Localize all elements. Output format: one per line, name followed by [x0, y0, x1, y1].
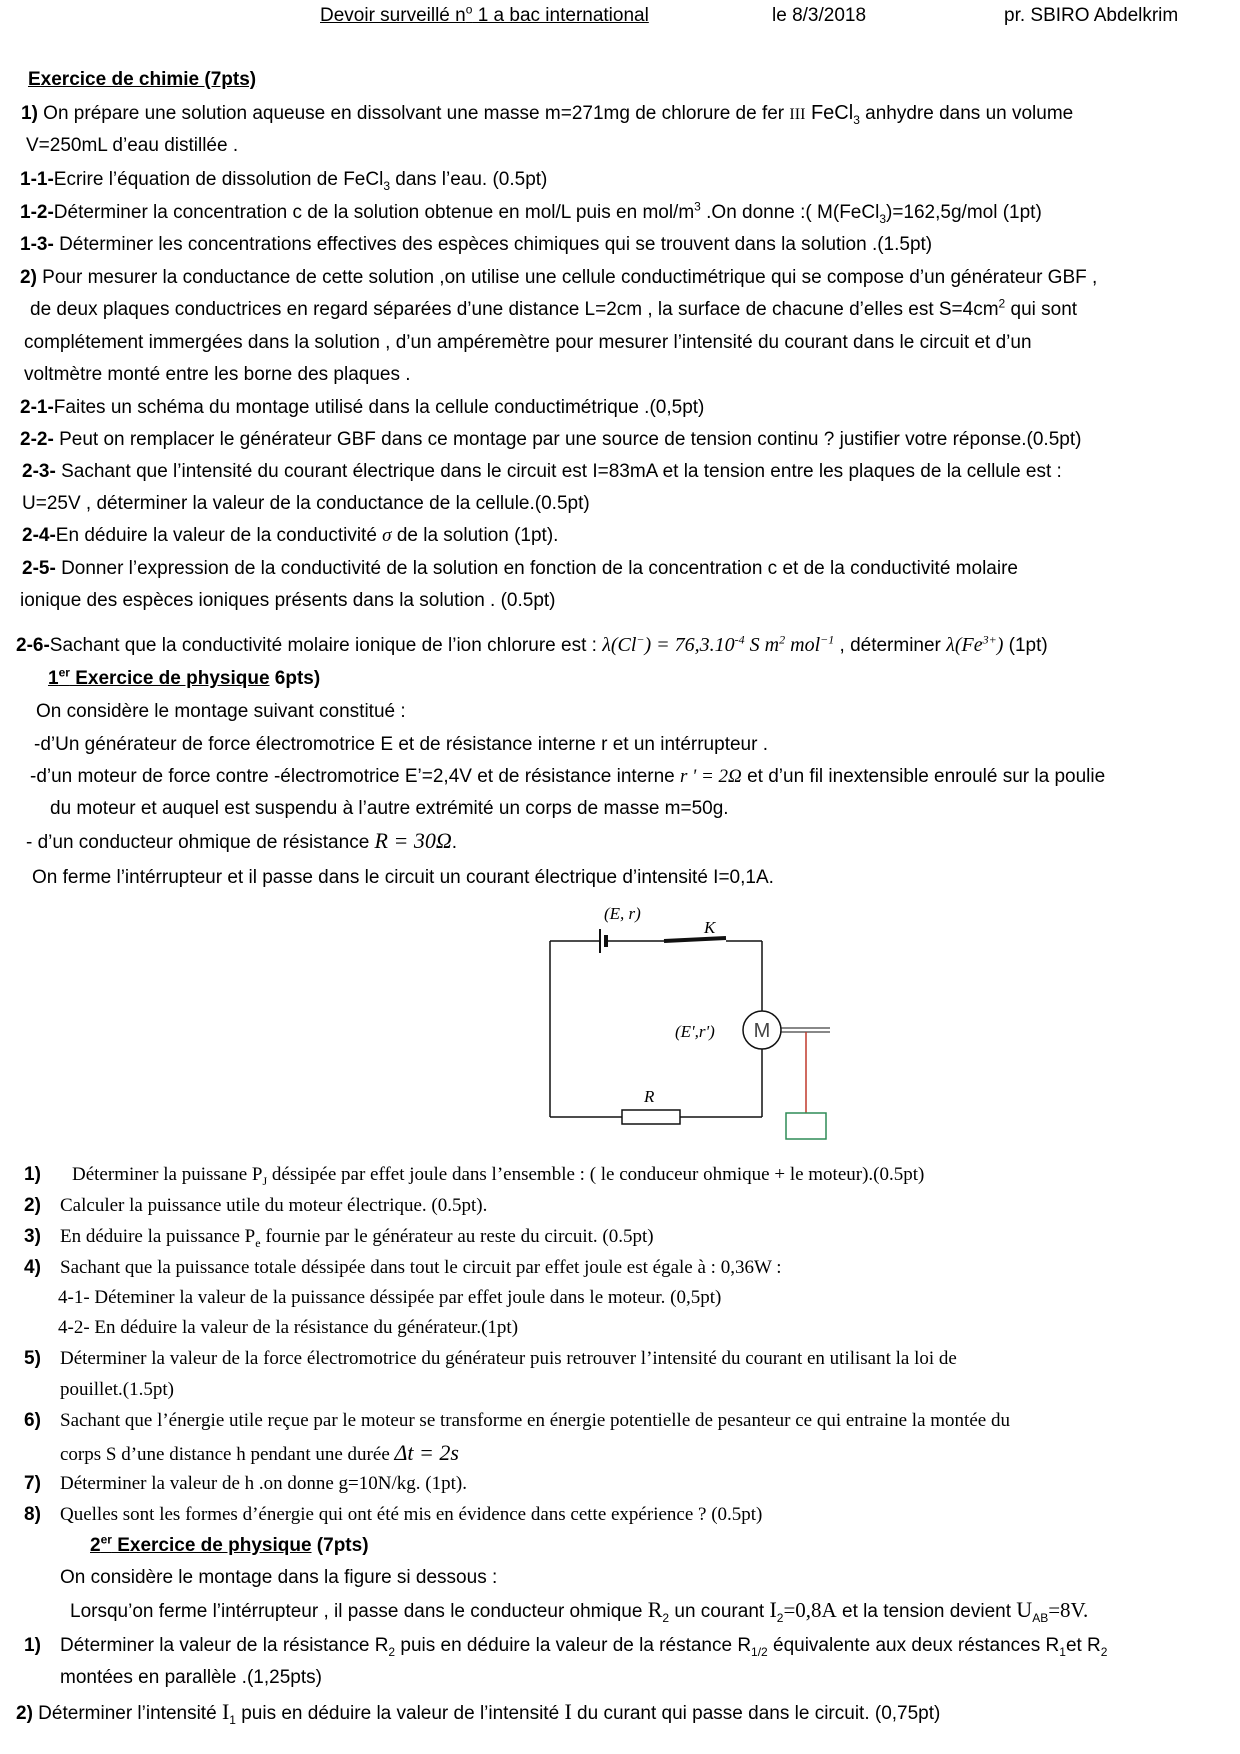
lambda-fe-formula: $\lambda(Fe^{3+})$ — [946, 632, 1004, 656]
chem-q21: 2-1-Faites un schéma du montage utilisé dans la cellule conductimétrique .(0,5pt) — [20, 397, 705, 418]
phys1-title: 1er Exercice de physique 6pts) — [48, 665, 321, 689]
chem-q2-line4: voltmètre monté entre les borne des plaques . — [24, 364, 411, 385]
label-resistor: R — [644, 1087, 655, 1106]
resistor-r — [622, 1110, 680, 1124]
chem-q1-line1: 1) On prépare une solution aqueuse en dissolvant une masse m=271mg de chlorure de fer III FeCl$_3$ anhydre dans un volume — [21, 102, 1074, 127]
phys1-q2: 2) Calculer la puissance utile du moteur électrique. (0.5pt). — [24, 1195, 488, 1216]
label-generator: (E, r) — [604, 904, 641, 923]
motor-symbol: M — [753, 1020, 771, 1042]
phys1-item1: -d’Un générateur de force électromotrice E et de résistance interne r et un intérrupteur . — [34, 734, 768, 755]
chem-q22: 2-2- Peut on remplacer le générateur GBF dans ce montage par une source de tension continu ? justifier votre réponse.(0.5pt) — [20, 429, 1082, 450]
phys1-item2-line2: du moteur et auquel est suspendu à l’autre extrémité un corps de masse m=50g. — [50, 798, 729, 819]
header-teacher: pr. SBIRO Abdelkrim — [1004, 5, 1179, 26]
chem-title: Exercice de chimie (7pts) — [28, 69, 257, 90]
chem-q2-line2: de deux plaques conductrices en regard séparées d’une distance L=2cm , la surface de chacune d’elles est $S=4cm^2$ qui sont — [30, 296, 1078, 320]
label-switch: K — [704, 918, 716, 937]
phys2-q2: 2) Déterminer l’intensité $I_1$ puis en déduire la valeur de l’intensité I du curant qui passe dans le circuit. (0,75pt) — [16, 1699, 941, 1727]
phys1-q6-line2: corps S d’une distance h pendant une durée Δt = 2s — [60, 1440, 459, 1465]
phys1-q8: 8) Quelles sont les formes d’énergie qui ont été mis en évidence dans cette expérience ? (0.5pt) — [24, 1504, 763, 1525]
phys1-intro: On considère le montage suivant constitué : — [36, 701, 406, 722]
hanging-mass — [786, 1113, 826, 1139]
chem-q13: 1-3- Déterminer les concentrations effectives des espèces chimiques qui se trouvent dans la solution .(1.5pt) — [20, 234, 933, 255]
chem-q24: 2-4-En déduire la valeur de la conductivité σ de la solution (1pt). — [22, 525, 559, 546]
phys1-q5-line1: 5) Déterminer la valeur de la force électromotrice du générateur puis retrouver l’intensité du courant en utilisant la loi de — [24, 1348, 957, 1369]
phys1-q42: 4-2- En déduire la valeur de la résistance du générateur.(1pt) — [58, 1317, 519, 1338]
switch-blade — [664, 938, 726, 941]
phys1-q1: 1) Déterminer la puissane $P_J$ déssipée par effet joule dans l’ensemble : ( le conduceur ohmique + le moteur).(0.5pt) — [24, 1164, 925, 1188]
phys2-intro: On considère le montage dans la figure si dessous : — [60, 1567, 498, 1588]
chem-q12: 1-2-Déterminer la concentration c de la solution obtenue en mol/L puis en mol/$m^3$ .On donne :( M(FeCl$_3$)=162,5g/mol (1pt) — [20, 199, 1042, 226]
phys1-item2-line1: -d’un moteur de force contre -électromotrice E’=2,4V et de résistance interne r ' = 2Ω et d’un fil inextensible enroulé sur la poulie — [30, 766, 1106, 787]
phys1-q41: 4-1- Déteminer la valeur de la puissance déssipée par effet joule dans le moteur. (0,5pt) — [58, 1287, 722, 1308]
phys1-closing: On ferme l’intérrupteur et il passe dans le circuit un courant électrique d’intensité I=0,1A. — [32, 867, 774, 888]
phys2-q1-line2: montées en parallèle .(1,25pts) — [60, 1667, 322, 1688]
phys2-title: 2er Exercice de physique (7pts) — [90, 1532, 369, 1556]
phys2-q1-line1: 1) Déterminer la valeur de la résistance $R_2$ puis en déduire la valeur de la réstance $R_{1/2}$ équivalente aux deux réstances $R_1et$ $R_2$ — [24, 1635, 1108, 1659]
phys1-q7: 7) Déterminer la valeur de h .on donne g=10N/kg. (1pt). — [24, 1473, 467, 1494]
chem-q23-line2: U=25V , déterminer la valeur de la conductance de la cellule.(0.5pt) — [22, 493, 590, 514]
chem-q2-line1: 2) Pour mesurer la conductance de cette solution ,on utilise une cellule conductimétrique qui se compose d’un générateur GBF , — [20, 267, 1098, 288]
phys1-q4: 4) Sachant que la puissance totale déssipée dans tout le circuit par effet joule est égale à : 0,36W : — [24, 1257, 782, 1278]
chem-q25-line1: 2-5- Donner l’expression de la conductivité de la solution en fonction de la concentration c et de la conductivité molaire — [22, 558, 1018, 579]
phys2-line: Lorsqu’on ferme l’intérrupteur , il passe dans le conducteur ohmique $R_2$ un courant $I_2=0,8A$ et la tension devient $U_{AB}=8V$. — [70, 1597, 1089, 1625]
label-motor: (E',r') — [675, 1022, 715, 1041]
header-date: le 8/3/2018 — [772, 5, 867, 26]
phys1-q5-line2: pouillet.(1.5pt) — [60, 1379, 174, 1400]
lambda-cl-formula: $\lambda(Cl^-) = 76,3.10^{-4}$ S $m^2$ mol$^{-1}$ — [602, 632, 835, 656]
circuit-diagram — [500, 895, 830, 1155]
chem-q25-line2: ionique des espèces ioniques présents dans la solution . (0.5pt) — [20, 590, 556, 611]
phys1-q6-line1: 6) Sachant que l’énergie utile reçue par le moteur se transforme en énergie potentielle de pesanteur ce qui entraine la montée du — [24, 1410, 1010, 1431]
chem-q1-line2: V=250mL d’eau distillée . — [26, 135, 239, 156]
phys1-q3: 3) En déduire la puissance $P_e$ fournie par le générateur au reste du circuit. (0.5pt) — [24, 1226, 654, 1250]
phys1-item3: - d’un conducteur ohmique de résistance R = 30Ω. — [26, 828, 458, 853]
header-title-text: Devoir surveillé $n^o$ 1 a bac international — [320, 2, 649, 26]
chem-q23-line1: 2-3- Sachant que l’intensité du courant électrique dans le circuit est I=83mA et la tension entre les plaques de la cellule est : — [22, 461, 1062, 482]
chem-q2-line3: complétement immergées dans la solution , d’un ampéremètre pour mesurer l’intensité du courant dans le circuit et d’un — [24, 332, 1032, 353]
chem-q26: 2-6-Sachant que la conductivité molaire ionique de l’ion chlorure est : $\lambda(Cl^-) = 76,3.10^{-4}$ S $m^2$ mol$^{-1}$ , déterminer $\lambda(Fe^{3+})$ (1pt) — [16, 632, 1048, 656]
header-title — [320, 4, 649, 28]
chem-q11: 1-1-Ecrire l’équation de dissolution de FeCl$_3$ dans l’eau. (0.5pt) — [20, 169, 548, 193]
